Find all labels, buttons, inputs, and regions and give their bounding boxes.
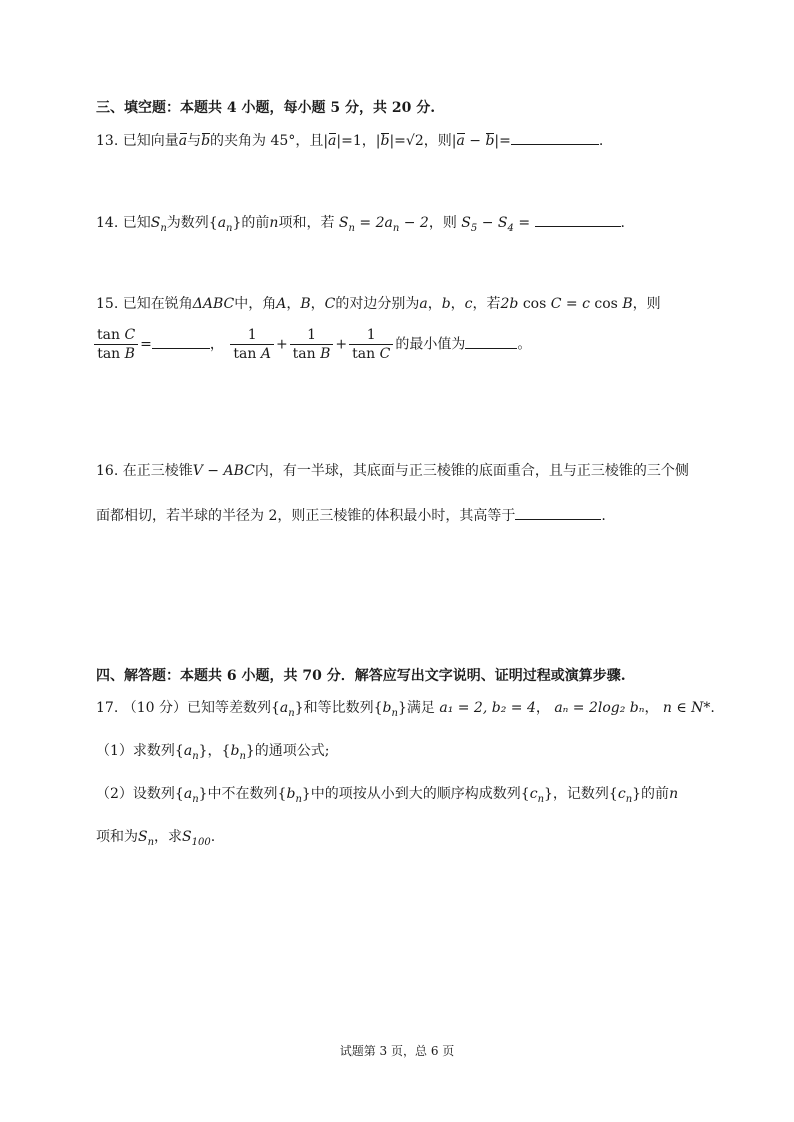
math: B bbox=[300, 296, 311, 312]
q13-answer-blank[interactable] bbox=[511, 130, 599, 145]
math: c bbox=[464, 296, 473, 312]
q13-text: 的夹角为 bbox=[210, 133, 267, 149]
vector-a: a bbox=[328, 133, 337, 149]
math: $a_n$ bbox=[183, 743, 199, 762]
fraction-tanC-tanB: $\frac{\text{tan C}}{\text{tan B}}$ bbox=[94, 326, 138, 363]
math: n bbox=[269, 215, 279, 231]
q17-text: （2）设数列{ bbox=[96, 786, 184, 802]
q15-text: ，则 bbox=[632, 296, 661, 312]
q15-number: 15. bbox=[96, 296, 119, 312]
q16-text: . bbox=[601, 508, 606, 524]
math: $S_n$ bbox=[138, 829, 155, 848]
q15-text: 的对边分别为 bbox=[335, 296, 420, 312]
math: $S_5 - S_4$ bbox=[461, 215, 514, 234]
fraction-1-tanC: $\frac{1}{\text{tan C}}$ bbox=[349, 326, 393, 363]
math: $a_n$ bbox=[217, 215, 233, 234]
question-16 bbox=[96, 461, 689, 481]
q13-angle: 45° bbox=[270, 133, 296, 149]
q14-text: = bbox=[513, 215, 535, 231]
q16-number: 16. bbox=[96, 463, 119, 479]
q16-text: 在正三棱锥 bbox=[122, 463, 193, 479]
math: $S_n = 2a_n - 2$ bbox=[338, 215, 429, 234]
question-14 bbox=[96, 212, 625, 239]
q13-text: 已知向量 bbox=[122, 133, 179, 149]
q14-text: . bbox=[620, 215, 625, 231]
q15-text: ，若 bbox=[472, 296, 501, 312]
q14-text: ，则 bbox=[428, 215, 457, 231]
math: $b_n$ bbox=[382, 700, 398, 719]
math: a bbox=[419, 296, 428, 312]
q17-condition: aₙ = 2log₂ bₙ bbox=[554, 700, 645, 716]
math: n bbox=[669, 786, 679, 802]
q13-text: ，且| bbox=[295, 133, 329, 149]
section-3-heading: 三、填空题：本题共 4 小题，每小题 5 分，共 20 分. bbox=[96, 100, 436, 116]
q17-condition: n ∈ N* bbox=[662, 700, 711, 716]
q13-text: |= bbox=[389, 133, 406, 149]
q15-answer-blank-2[interactable] bbox=[465, 334, 517, 349]
q17-text: }，记数列{ bbox=[544, 786, 618, 802]
math: B bbox=[622, 296, 633, 312]
q14-answer-blank[interactable] bbox=[535, 212, 621, 227]
q17-text: . bbox=[210, 829, 216, 845]
q14-text: }的前 bbox=[232, 215, 270, 231]
q14-text: 为数列{ bbox=[166, 215, 218, 231]
math: $a_n$ bbox=[279, 700, 295, 719]
math: $S_{100}$ bbox=[182, 829, 211, 848]
q17-part-1 bbox=[96, 741, 330, 767]
q17-text: }的前 bbox=[632, 786, 670, 802]
q17-text: }满足 bbox=[397, 700, 435, 716]
q17-condition: a₁ = 2, b₂ = 4 bbox=[439, 700, 536, 716]
q15-text: 。 bbox=[517, 336, 532, 353]
fraction-1-tanA: $\frac{1}{\text{tan A}}$ bbox=[230, 326, 274, 363]
q17-text: }中不在数列{ bbox=[198, 786, 287, 802]
page-footer: 试题第 3 页，总 6 页 bbox=[339, 1044, 455, 1058]
math: $c_n$ bbox=[529, 786, 545, 805]
q13-number: 13. bbox=[96, 133, 119, 149]
question-13: 13. 已知向量a与b的夹角为 45°，且|a|=1，|b|=√2，则|a − b|= . bbox=[96, 130, 603, 151]
q15-answer-blank-1[interactable] bbox=[152, 334, 210, 349]
q17-points: （10 分） bbox=[122, 700, 187, 716]
q15-text: 的最小值为 bbox=[395, 336, 466, 353]
math: $b_n$ bbox=[286, 786, 302, 805]
math: 2b bbox=[500, 296, 519, 312]
q17-text: ，求 bbox=[154, 829, 183, 845]
vector-a: a bbox=[178, 133, 188, 149]
math: $c_n$ bbox=[617, 786, 633, 805]
math: $b_n$ bbox=[230, 743, 246, 762]
q17-text: }，{ bbox=[198, 743, 231, 759]
q16-text: 面都相切，若半球的半径为 2，则正三棱锥的体积最小时，其高等于 bbox=[96, 508, 516, 524]
question-15: 15. 已知在锐角ΔABC中，角A，B，C的对边分别为a，b，c，若2b cos C = c cos B，则 bbox=[96, 296, 661, 312]
question-15-line-2: $\frac{\text{tan C}}{\text{tan B}}$ = ， $\frac{1}{\text{tan A}}$ + $\frac{1}{\text{tan B}}$ + $\frac{1}{\text{tan C}}$ 的最小值为 。 bbox=[92, 326, 531, 363]
q17-text: }的通项公式; bbox=[245, 743, 330, 759]
q13-text: 与 bbox=[187, 133, 202, 149]
math: c bbox=[582, 296, 590, 312]
fraction-1-tanB: $\frac{1}{\text{tan B}}$ bbox=[290, 326, 334, 363]
q13-text: |=1，| bbox=[336, 133, 381, 149]
q14-number: 14. bbox=[96, 215, 119, 231]
q16-answer-blank[interactable] bbox=[515, 505, 601, 520]
q17-part-2-line-2 bbox=[96, 827, 215, 853]
question-16-line-2 bbox=[96, 505, 606, 526]
q14-text: 已知 bbox=[122, 215, 151, 231]
math: $a_n$ bbox=[183, 786, 199, 805]
math: $S_n$ bbox=[150, 215, 167, 234]
q14-text: 项和，若 bbox=[278, 215, 335, 231]
vector-b: b bbox=[485, 133, 495, 149]
math: V − ABC bbox=[192, 463, 255, 479]
q13-text: . bbox=[598, 133, 604, 149]
q13-sqrt: √2 bbox=[405, 133, 424, 149]
section-4-heading: 四、解答题：本题共 6 小题，共 70 分．解答应写出文字说明、证明过程或演算步骤. bbox=[96, 668, 626, 684]
q15-text: ， bbox=[209, 336, 224, 353]
vector-a: a bbox=[456, 133, 465, 149]
math: C bbox=[550, 296, 562, 312]
q13-text: ，则| bbox=[423, 133, 457, 149]
q17-text: }和等比数列{ bbox=[294, 700, 383, 716]
math: ΔABC bbox=[192, 296, 235, 312]
math: A bbox=[276, 296, 287, 312]
q15-text: 已知在锐角 bbox=[122, 296, 193, 312]
q17-text: 已知等差数列{ bbox=[186, 700, 280, 716]
q13-text: |= bbox=[494, 133, 511, 149]
q17-text: 项和为 bbox=[96, 829, 138, 845]
math: b bbox=[441, 296, 451, 312]
q17-text: （1）求数列{ bbox=[96, 743, 184, 759]
q17-part-2 bbox=[96, 784, 678, 810]
q17-text: }中的项按从小到大的顺序构成数列{ bbox=[301, 786, 530, 802]
q17-number: 17. bbox=[96, 700, 119, 716]
question-17: 17. （10 分）已知等差数列$\{a_n\}$和等比数列$\{b_n\}$满足 a₁ = 2, b₂ = 4， aₙ = 2log₂ bₙ， n ∈ N*. bbox=[96, 700, 715, 719]
q16-text: 内，有一半球，其底面与正三棱锥的底面重合，且与正三棱锥的三个侧 bbox=[254, 463, 689, 479]
q15-text: 中，角 bbox=[234, 296, 277, 312]
vector-b: b bbox=[201, 133, 211, 149]
math: C bbox=[324, 296, 336, 312]
vector-b: b bbox=[380, 133, 390, 149]
